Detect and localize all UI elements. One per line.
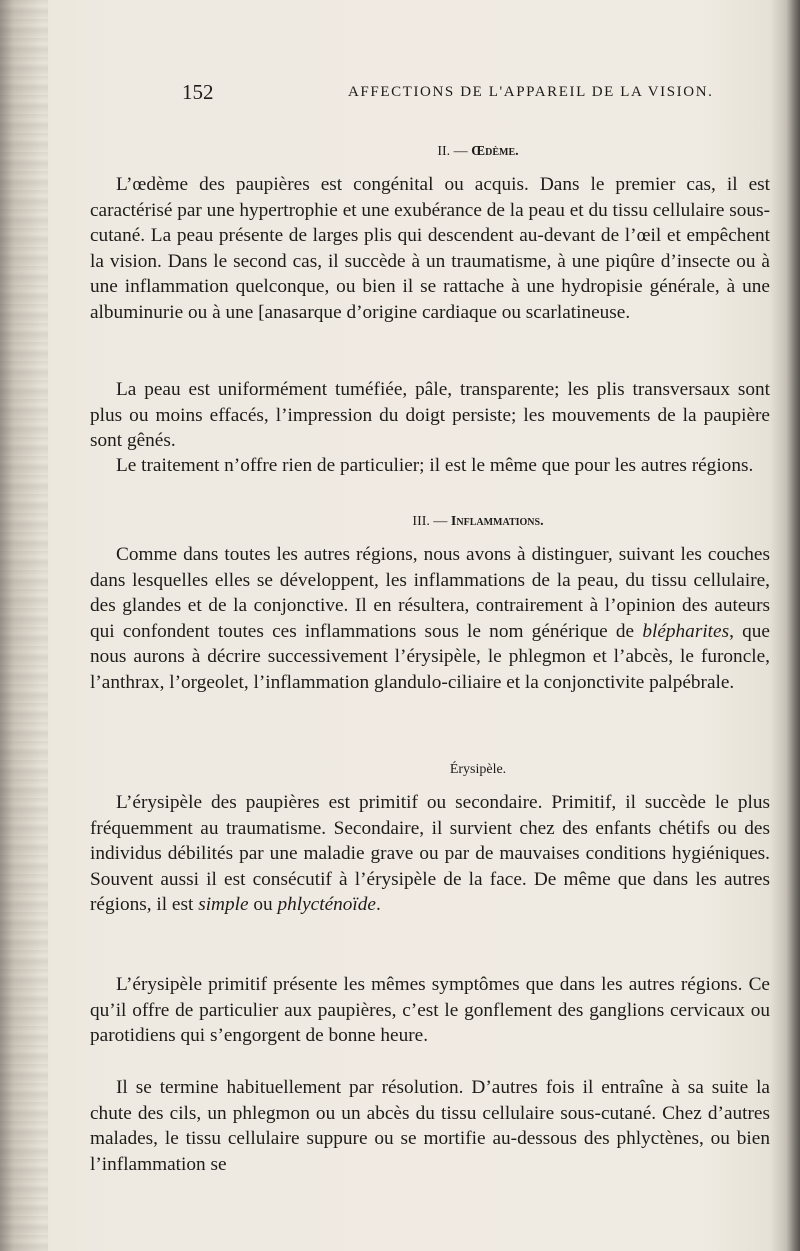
text-run: . (375, 894, 381, 916)
section-number: II. — (437, 144, 468, 159)
text-run: ou (248, 894, 278, 916)
paragraph: Le traitement n’offre rien de particulier; il est le même que pour les autres régions. (116, 455, 754, 476)
paragraph (90, 542, 770, 696)
section-heading-inflammations (206, 514, 750, 530)
paragraph: L’œdème des paupières est congénital ou acquis. Dans le premier cas, il est caractérisé par une hypertrophie et une exubérance de la peau et du tissu cellulaire sous-cutané. La peau présente de larges plis qui descendent au-devant de l’œil et empêchent la vision. Dans le second cas, il succède à un traumatisme, à une piqûre d’insecte ou à une inflammation quelconque, ou bien il se rattache à une hydropisie générale, à une albuminurie ou à une [anasarque d’origine cardiaque ou scarlatineuse. (90, 174, 770, 323)
section-heading-oedeme (206, 144, 750, 160)
text-run: L’érysipèle des paupières est primitif ou secondaire. Primitif, il succède le plus fréquemment au traumatisme. Secondaire, il survient chez des enfants chétifs ou des individus débilités par une maladie grave ou par de mauvaises conditions hygiéniques. Souvent aussi il est consécutif à l’érysipèle de la face. De même que dans les autres régions, il est (90, 792, 770, 916)
subsection-title: Érysipèle. (449, 762, 507, 777)
page-edge-shadow (786, 0, 800, 1251)
page-number: 152 (182, 80, 214, 104)
subsection-heading-erysipele (206, 762, 750, 778)
section-title: Inflammations. (450, 514, 544, 529)
paragraph: Il se termine habituellement par résolution. D’autres fois il entraîne à sa suite la chute des cils, un phlegmon ou un abcès du tissu cellulaire sous-cutané. Chez d’autres malades, le tissu cellulaire suppure ou se mortifie au-dessous des phlyctènes, ou bien l’inflammation se (90, 1077, 770, 1175)
text-run: Comme dans toutes les autres régions, nous avons à distinguer, suivant les couches dans lesquelles elles se développent, les inflammations de la peau, du tissu cellulaire, des glandes et de la conjonctive. Il en résultera, contrairement à l’opinion des auteurs qui confondent toutes ces inflammations sous le nom générique de (90, 544, 770, 642)
running-title: AFFECTIONS DE L'APPAREIL DE LA VISION. (348, 84, 714, 100)
running-header (182, 80, 770, 108)
page-binding-shadow (0, 0, 48, 1251)
paragraph: L’érysipèle primitif présente les mêmes symptômes que dans les autres régions. Ce qu’il offre de particulier aux paupières, c’est le gonflement des ganglions cervicaux ou parotidiens qui s’engorgent de bonne heure. (90, 974, 770, 1047)
paragraph (90, 790, 770, 918)
italic-term: blépharites (642, 620, 730, 642)
text-run: , que nous aurons à décrire successivement l’érysipèle, le phlegmon et l’abcès, le furoncle, l’anthrax, l’orgeolet, l’inflammation glandulo-ciliaire et la conjonctivite palpébrale. (90, 620, 770, 693)
section-number: III. — (412, 514, 448, 529)
italic-term: simple (198, 894, 249, 916)
italic-term: phlycténoïde (277, 894, 376, 916)
section-title: Œdème. (471, 144, 519, 159)
paragraph: La peau est uniformément tuméfiée, pâle, transparente; les plis transversaux sont plus ou moins effacés, l’impression du doigt persiste; les mouvements de la paupière sont gênés. (90, 379, 770, 452)
